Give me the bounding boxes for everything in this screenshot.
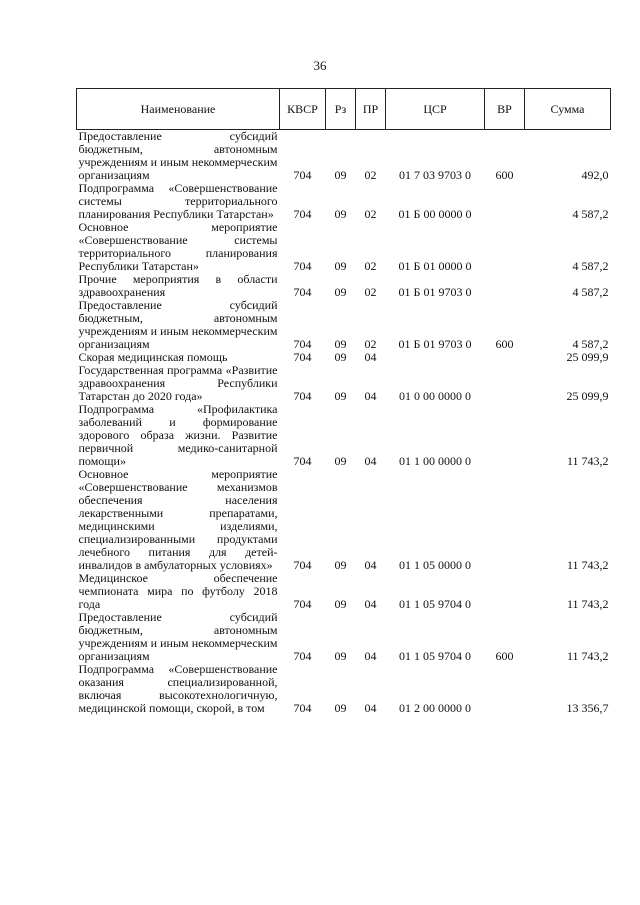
cell-kvsr: 704	[293, 350, 312, 364]
cell-rz: 09	[334, 389, 347, 403]
cell-sum: 4 587,2	[572, 337, 609, 351]
cell-sum: 4 587,2	[572, 285, 609, 299]
page-number: 36	[313, 58, 327, 73]
cell-vr	[485, 572, 525, 611]
table-row	[77, 130, 611, 183]
table-row	[77, 182, 611, 221]
cell-name: Предоставление субсидий бюджетным, автономным учреждениям и иным некоммерческим организациям	[78, 129, 278, 182]
cell-sum: 4 587,2	[572, 259, 609, 273]
cell-pr: 02	[364, 337, 377, 351]
cell-name: Скорая медицинская помощь	[78, 350, 228, 364]
column-header-rz: Рз	[326, 89, 356, 130]
table-header-row	[77, 89, 611, 130]
cell-csr	[386, 351, 485, 364]
table-row	[77, 468, 611, 572]
cell-csr: 01 2 00 0000 0	[399, 701, 471, 715]
cell-rz: 09	[334, 285, 347, 299]
cell-rz: 09	[334, 597, 347, 611]
cell-vr	[485, 273, 525, 299]
cell-kvsr: 704	[293, 168, 312, 182]
cell-vr: 600	[495, 337, 514, 351]
column-header-name: Наименование	[77, 89, 280, 130]
cell-name: Прочие мероприятия в области здравоохранения	[78, 272, 278, 299]
table-row	[77, 611, 611, 663]
cell-vr	[485, 364, 525, 403]
cell-pr: 04	[364, 597, 377, 611]
cell-csr: 01 Б 00 0000 0	[398, 207, 472, 221]
cell-kvsr: 704	[293, 597, 312, 611]
table-body	[77, 130, 611, 716]
cell-name: Подпрограмма «Профилактика заболеваний и формирование здорового образа жизни. Развитие первичной медико-санитарной помощи»	[78, 402, 278, 468]
cell-csr: 01 1 05 9704 0	[399, 597, 471, 611]
cell-kvsr: 704	[293, 454, 312, 468]
cell-rz: 09	[334, 649, 347, 663]
cell-csr: 01 1 05 0000 0	[399, 558, 471, 572]
table-row	[77, 572, 611, 611]
cell-vr	[485, 663, 525, 715]
cell-pr: 02	[364, 207, 377, 221]
cell-csr: 01 Б 01 0000 0	[398, 259, 472, 273]
column-header-vr: ВР	[485, 89, 525, 130]
cell-pr: 04	[364, 649, 377, 663]
cell-pr: 02	[364, 285, 377, 299]
cell-rz: 09	[334, 259, 347, 273]
cell-name: Предоставление субсидий бюджетным, автономным учреждениям и иным некоммерческим организациям	[78, 298, 278, 351]
table-row	[77, 273, 611, 299]
cell-name: Подпрограмма «Совершенствование оказания специализированной, включая высокотехнологичную, медицинской помощи, скорой, в том	[78, 662, 278, 715]
cell-rz: 09	[334, 168, 347, 182]
table-row	[77, 364, 611, 403]
cell-name: Основное мероприятие «Совершенствование системы территориального планирования Республики Татарстан»	[78, 220, 278, 273]
cell-kvsr: 704	[293, 207, 312, 221]
cell-pr: 02	[364, 168, 377, 182]
cell-sum: 492,0	[581, 168, 609, 182]
cell-pr: 04	[364, 454, 377, 468]
cell-vr	[485, 221, 525, 273]
cell-rz: 09	[334, 454, 347, 468]
cell-csr: 01 Б 01 9703 0	[398, 285, 472, 299]
cell-name: Подпрограмма «Совершенствование системы территориального планирования Республики Татарстан»	[78, 181, 278, 221]
cell-vr	[485, 403, 525, 468]
cell-sum: 25 099,9	[566, 350, 609, 364]
cell-csr: 01 1 05 9704 0	[399, 649, 471, 663]
cell-pr: 04	[364, 350, 377, 364]
cell-kvsr: 704	[293, 259, 312, 273]
cell-vr	[485, 351, 525, 364]
cell-rz: 09	[334, 337, 347, 351]
cell-vr	[485, 182, 525, 221]
cell-csr: 01 7 03 9703 0	[399, 168, 471, 182]
cell-pr: 04	[364, 389, 377, 403]
cell-pr: 04	[364, 558, 377, 572]
cell-vr	[485, 468, 525, 572]
column-header-kvsr: КВСР	[280, 89, 326, 130]
cell-name: Основное мероприятие «Совершенствование механизмов обеспечения населения лекарственными препаратами, медицинскими изделиями, специализированными продуктами лечебного питания для детей-инвалидов в амбулаторных условиях»	[78, 467, 278, 572]
cell-kvsr: 704	[293, 285, 312, 299]
cell-csr: 01 0 00 0000 0	[399, 389, 471, 403]
cell-sum: 4 587,2	[572, 207, 609, 221]
cell-kvsr: 704	[293, 558, 312, 572]
cell-sum: 25 099,9	[566, 389, 609, 403]
cell-sum: 11 743,2	[566, 454, 609, 468]
cell-pr: 04	[364, 701, 377, 715]
table-row	[77, 221, 611, 273]
cell-rz: 09	[334, 558, 347, 572]
cell-rz: 09	[334, 701, 347, 715]
cell-kvsr: 704	[293, 649, 312, 663]
column-header-csr: ЦСР	[386, 89, 485, 130]
cell-csr: 01 1 00 0000 0	[399, 454, 471, 468]
cell-csr: 01 Б 01 9703 0	[398, 337, 472, 351]
cell-sum: 13 356,7	[566, 701, 609, 715]
cell-sum: 11 743,2	[566, 597, 609, 611]
table-row	[77, 663, 611, 715]
table-row	[77, 299, 611, 351]
cell-rz: 09	[334, 350, 347, 364]
cell-kvsr: 704	[293, 701, 312, 715]
budget-table	[76, 88, 611, 715]
column-header-sum: Сумма	[525, 89, 611, 130]
cell-name: Государственная программа «Развитие здравоохранения Республики Татарстан до 2020 года»	[78, 363, 278, 403]
cell-vr: 600	[495, 649, 514, 663]
cell-kvsr: 704	[293, 389, 312, 403]
cell-name: Медицинское обеспечение чемпионата мира по футболу 2018 года	[78, 571, 278, 611]
cell-sum: 11 743,2	[566, 558, 609, 572]
cell-rz: 09	[334, 207, 347, 221]
cell-sum: 11 743,2	[566, 649, 609, 663]
cell-kvsr: 704	[293, 337, 312, 351]
cell-pr: 02	[364, 259, 377, 273]
table-row	[77, 403, 611, 468]
cell-vr: 600	[495, 168, 514, 182]
cell-name: Предоставление субсидий бюджетным, автономным учреждениям и иным некоммерческим организациям	[78, 610, 278, 663]
column-header-pr: ПР	[356, 89, 386, 130]
